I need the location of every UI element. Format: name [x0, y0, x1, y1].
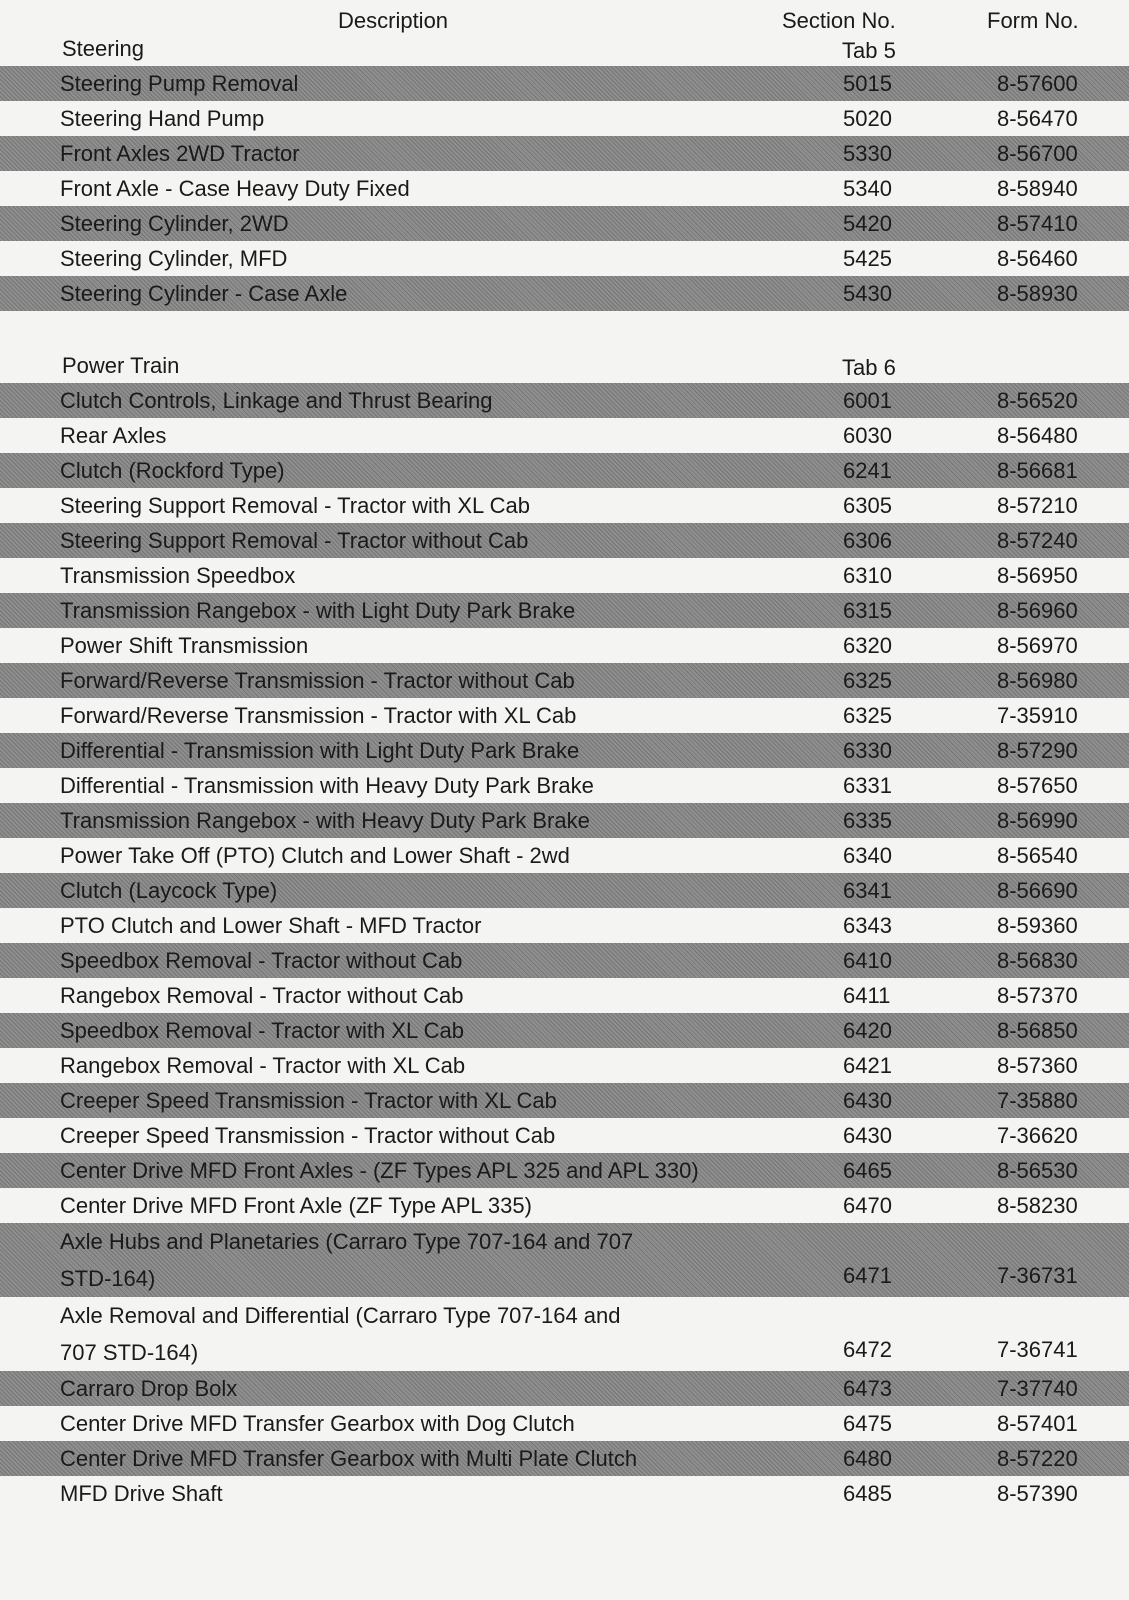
- description-cell: Creeper Speed Transmission - Tractor with XL Cab: [60, 1088, 557, 1113]
- section-number-cell: 6030: [843, 423, 892, 448]
- table-row: [0, 1476, 1129, 1511]
- description-cell: Differential - Transmission with Light Duty Park Brake: [60, 738, 580, 763]
- description-cell: Transmission Rangebox - with Light Duty Park Brake: [60, 598, 576, 623]
- table-row: [0, 101, 1129, 136]
- description-cell: Creeper Speed Transmission - Tractor without Cab: [60, 1123, 556, 1148]
- form-number-cell: 8-56990: [997, 808, 1078, 833]
- section-column-header: Section No.: [782, 8, 896, 33]
- table-row: [0, 1406, 1129, 1441]
- form-number-cell: 8-56470: [997, 106, 1078, 131]
- table-row: [0, 1223, 1129, 1297]
- section-number-cell: 6325: [843, 668, 892, 693]
- section-number-cell: 5330: [843, 141, 892, 166]
- section-heading-power-train: [0, 347, 1129, 383]
- description-cell: Power Take Off (PTO) Clutch and Lower Shaft - 2wd: [60, 843, 570, 868]
- form-number-cell: 8-57360: [997, 1053, 1078, 1078]
- table-row: [0, 453, 1129, 488]
- description-cell: PTO Clutch and Lower Shaft - MFD Tractor: [60, 913, 482, 938]
- section-number-cell: 6241: [843, 458, 892, 483]
- section-number-cell: 6341: [843, 878, 892, 903]
- table-row: [0, 276, 1129, 311]
- section-tab: Tab 6: [842, 355, 896, 380]
- form-number-cell: 8-56830: [997, 948, 1078, 973]
- table-row: [0, 1048, 1129, 1083]
- section-number-cell: 5430: [843, 281, 892, 306]
- description-cell: Clutch (Laycock Type): [60, 878, 278, 903]
- section-title: Power Train: [62, 353, 180, 378]
- section-number-cell: 6471: [843, 1263, 892, 1288]
- table-row: [0, 383, 1129, 418]
- form-number-cell: 8-57410: [997, 211, 1078, 236]
- section-number-cell: 5425: [843, 246, 892, 271]
- table-row: [0, 1441, 1129, 1476]
- description-cell: Clutch Controls, Linkage and Thrust Bearing: [60, 388, 493, 413]
- section-number-cell: 6410: [843, 948, 892, 973]
- section-number-cell: 6331: [843, 773, 892, 798]
- table-row: [0, 978, 1129, 1013]
- form-number-cell: 8-56960: [997, 598, 1078, 623]
- form-number-cell: 7-36620: [997, 1123, 1078, 1148]
- description-cell: Center Drive MFD Front Axle (ZF Type APL 335): [60, 1193, 532, 1218]
- table-row: [0, 1118, 1129, 1153]
- table-row: [0, 803, 1129, 838]
- description-cell: Front Axle - Case Heavy Duty Fixed: [60, 176, 410, 201]
- section-number-cell: 6305: [843, 493, 892, 518]
- form-number-cell: 8-58230: [997, 1193, 1078, 1218]
- section-number-cell: 6430: [843, 1123, 892, 1148]
- form-number-cell: 8-57210: [997, 493, 1078, 518]
- form-number-cell: 8-56460: [997, 246, 1078, 271]
- form-number-cell: 8-56850: [997, 1018, 1078, 1043]
- form-number-cell: 8-57401: [997, 1411, 1078, 1436]
- form-column-header: Form No.: [987, 8, 1079, 33]
- section-title: Steering: [62, 36, 144, 61]
- section-number-cell: 6325: [843, 703, 892, 728]
- description-cell: Forward/Reverse Transmission - Tractor with XL Cab: [60, 703, 577, 728]
- form-number-cell: 7-36731: [997, 1263, 1078, 1288]
- form-number-cell: 8-56690: [997, 878, 1078, 903]
- table-row: [0, 698, 1129, 733]
- table-row: [0, 943, 1129, 978]
- description-cell: Rear Axles: [60, 423, 167, 448]
- description-cell: Transmission Rangebox - with Heavy Duty Park Brake: [60, 808, 590, 833]
- description-cell: Forward/Reverse Transmission - Tractor without Cab: [60, 668, 575, 693]
- form-number-cell: 8-56681: [997, 458, 1078, 483]
- description-cell: Power Shift Transmission: [60, 633, 309, 658]
- section-spacer: [0, 311, 1129, 347]
- table-row: [0, 136, 1129, 171]
- parts-index-list: [0, 30, 1129, 1511]
- description-cell: Axle Removal and Differential (Carraro Type 707-164 and 707 STD-164): [60, 1303, 621, 1365]
- description-cell: Steering Hand Pump: [60, 106, 265, 131]
- table-row: [0, 908, 1129, 943]
- table-row: [0, 1188, 1129, 1223]
- table-row: [0, 558, 1129, 593]
- section-number-cell: 6315: [843, 598, 892, 623]
- section-number-cell: 6310: [843, 563, 892, 588]
- form-number-cell: 8-56520: [997, 388, 1078, 413]
- table-row: [0, 171, 1129, 206]
- section-number-cell: 6475: [843, 1411, 892, 1436]
- form-number-cell: 8-58940: [997, 176, 1078, 201]
- form-number-cell: 8-57650: [997, 773, 1078, 798]
- table-row: [0, 418, 1129, 453]
- section-heading-steering: [0, 30, 1129, 66]
- section-number-cell: 6306: [843, 528, 892, 553]
- form-number-cell: 8-57220: [997, 1446, 1078, 1471]
- table-row: [0, 1083, 1129, 1118]
- section-number-cell: 5020: [843, 106, 892, 131]
- description-cell: Rangebox Removal - Tractor with XL Cab: [60, 1053, 466, 1078]
- section-number-cell: 6340: [843, 843, 892, 868]
- form-number-cell: 7-36741: [997, 1337, 1078, 1362]
- table-row: [0, 1297, 1129, 1371]
- table-row: [0, 733, 1129, 768]
- description-cell: Carraro Drop Bolx: [60, 1376, 238, 1401]
- form-number-cell: 8-57240: [997, 528, 1078, 553]
- description-column-header: Description: [338, 8, 449, 33]
- table-row: [0, 768, 1129, 803]
- form-number-cell: 8-59360: [997, 913, 1078, 938]
- table-row: [0, 488, 1129, 523]
- table-row: [0, 838, 1129, 873]
- section-number-cell: 6473: [843, 1376, 892, 1401]
- table-row: [0, 593, 1129, 628]
- section-number-cell: 6472: [843, 1337, 892, 1362]
- form-number-cell: 8-57600: [997, 71, 1078, 96]
- form-number-cell: 8-56540: [997, 843, 1078, 868]
- table-row: [0, 1013, 1129, 1048]
- description-cell: Center Drive MFD Front Axles - (ZF Types APL 325 and APL 330): [60, 1158, 699, 1183]
- description-cell: Center Drive MFD Transfer Gearbox with Dog Clutch: [60, 1411, 575, 1436]
- section-number-cell: 6430: [843, 1088, 892, 1113]
- section-number-cell: 5340: [843, 176, 892, 201]
- description-cell: Steering Cylinder - Case Axle: [60, 281, 348, 306]
- table-row: [0, 1153, 1129, 1188]
- table-row: [0, 241, 1129, 276]
- section-tab: Tab 5: [842, 38, 896, 63]
- form-number-cell: 8-56970: [997, 633, 1078, 658]
- form-number-cell: 7-35910: [997, 703, 1078, 728]
- description-cell: MFD Drive Shaft: [60, 1481, 223, 1506]
- description-cell: Front Axles 2WD Tractor: [60, 141, 300, 166]
- section-number-cell: 6411: [843, 983, 891, 1008]
- table-row: [0, 206, 1129, 241]
- form-number-cell: 8-57290: [997, 738, 1078, 763]
- section-number-cell: 6330: [843, 738, 892, 763]
- description-cell: Center Drive MFD Transfer Gearbox with Multi Plate Clutch: [60, 1446, 638, 1471]
- description-cell: Steering Cylinder, 2WD: [60, 211, 289, 236]
- section-number-cell: 6480: [843, 1446, 892, 1471]
- form-number-cell: 8-57370: [997, 983, 1078, 1008]
- section-number-cell: 6335: [843, 808, 892, 833]
- section-number-cell: 5420: [843, 211, 892, 236]
- form-number-cell: 8-56980: [997, 668, 1078, 693]
- description-cell: Steering Pump Removal: [60, 71, 299, 96]
- description-cell: Speedbox Removal - Tractor without Cab: [60, 948, 463, 973]
- section-number-cell: 6420: [843, 1018, 892, 1043]
- power-train-rows: [0, 383, 1129, 1511]
- form-number-cell: 8-56530: [997, 1158, 1078, 1183]
- table-row: [0, 873, 1129, 908]
- table-row: [0, 523, 1129, 558]
- form-number-cell: 7-37740: [997, 1376, 1078, 1401]
- description-cell: Steering Support Removal - Tractor without Cab: [60, 528, 529, 553]
- section-number-cell: 6421: [843, 1053, 892, 1078]
- section-number-cell: 6485: [843, 1481, 892, 1506]
- section-number-cell: 6465: [843, 1158, 892, 1183]
- form-number-cell: 8-56700: [997, 141, 1078, 166]
- form-number-cell: 8-56480: [997, 423, 1078, 448]
- section-number-cell: 6343: [843, 913, 892, 938]
- description-cell: Speedbox Removal - Tractor with XL Cab: [60, 1018, 464, 1043]
- section-number-cell: 6001: [843, 388, 892, 413]
- form-number-cell: 7-35880: [997, 1088, 1078, 1113]
- description-cell: Differential - Transmission with Heavy Duty Park Brake: [60, 773, 594, 798]
- section-number-cell: 6320: [843, 633, 892, 658]
- form-number-cell: 8-57390: [997, 1481, 1078, 1506]
- section-number-cell: 5015: [843, 71, 892, 96]
- form-number-cell: 8-58930: [997, 281, 1078, 306]
- description-cell: Clutch (Rockford Type): [60, 458, 285, 483]
- form-number-cell: 8-56950: [997, 563, 1078, 588]
- section-number-cell: 6470: [843, 1193, 892, 1218]
- steering-rows: [0, 66, 1129, 311]
- table-row: [0, 628, 1129, 663]
- description-cell: Steering Support Removal - Tractor with XL Cab: [60, 493, 530, 518]
- table-row: [0, 663, 1129, 698]
- table-row: [0, 1371, 1129, 1406]
- description-cell: Axle Hubs and Planetaries (Carraro Type 707-164 and 707 STD-164): [60, 1229, 634, 1291]
- table-row: [0, 66, 1129, 101]
- description-cell: Transmission Speedbox: [60, 563, 296, 588]
- description-cell: Rangebox Removal - Tractor without Cab: [60, 983, 464, 1008]
- description-cell: Steering Cylinder, MFD: [60, 246, 288, 271]
